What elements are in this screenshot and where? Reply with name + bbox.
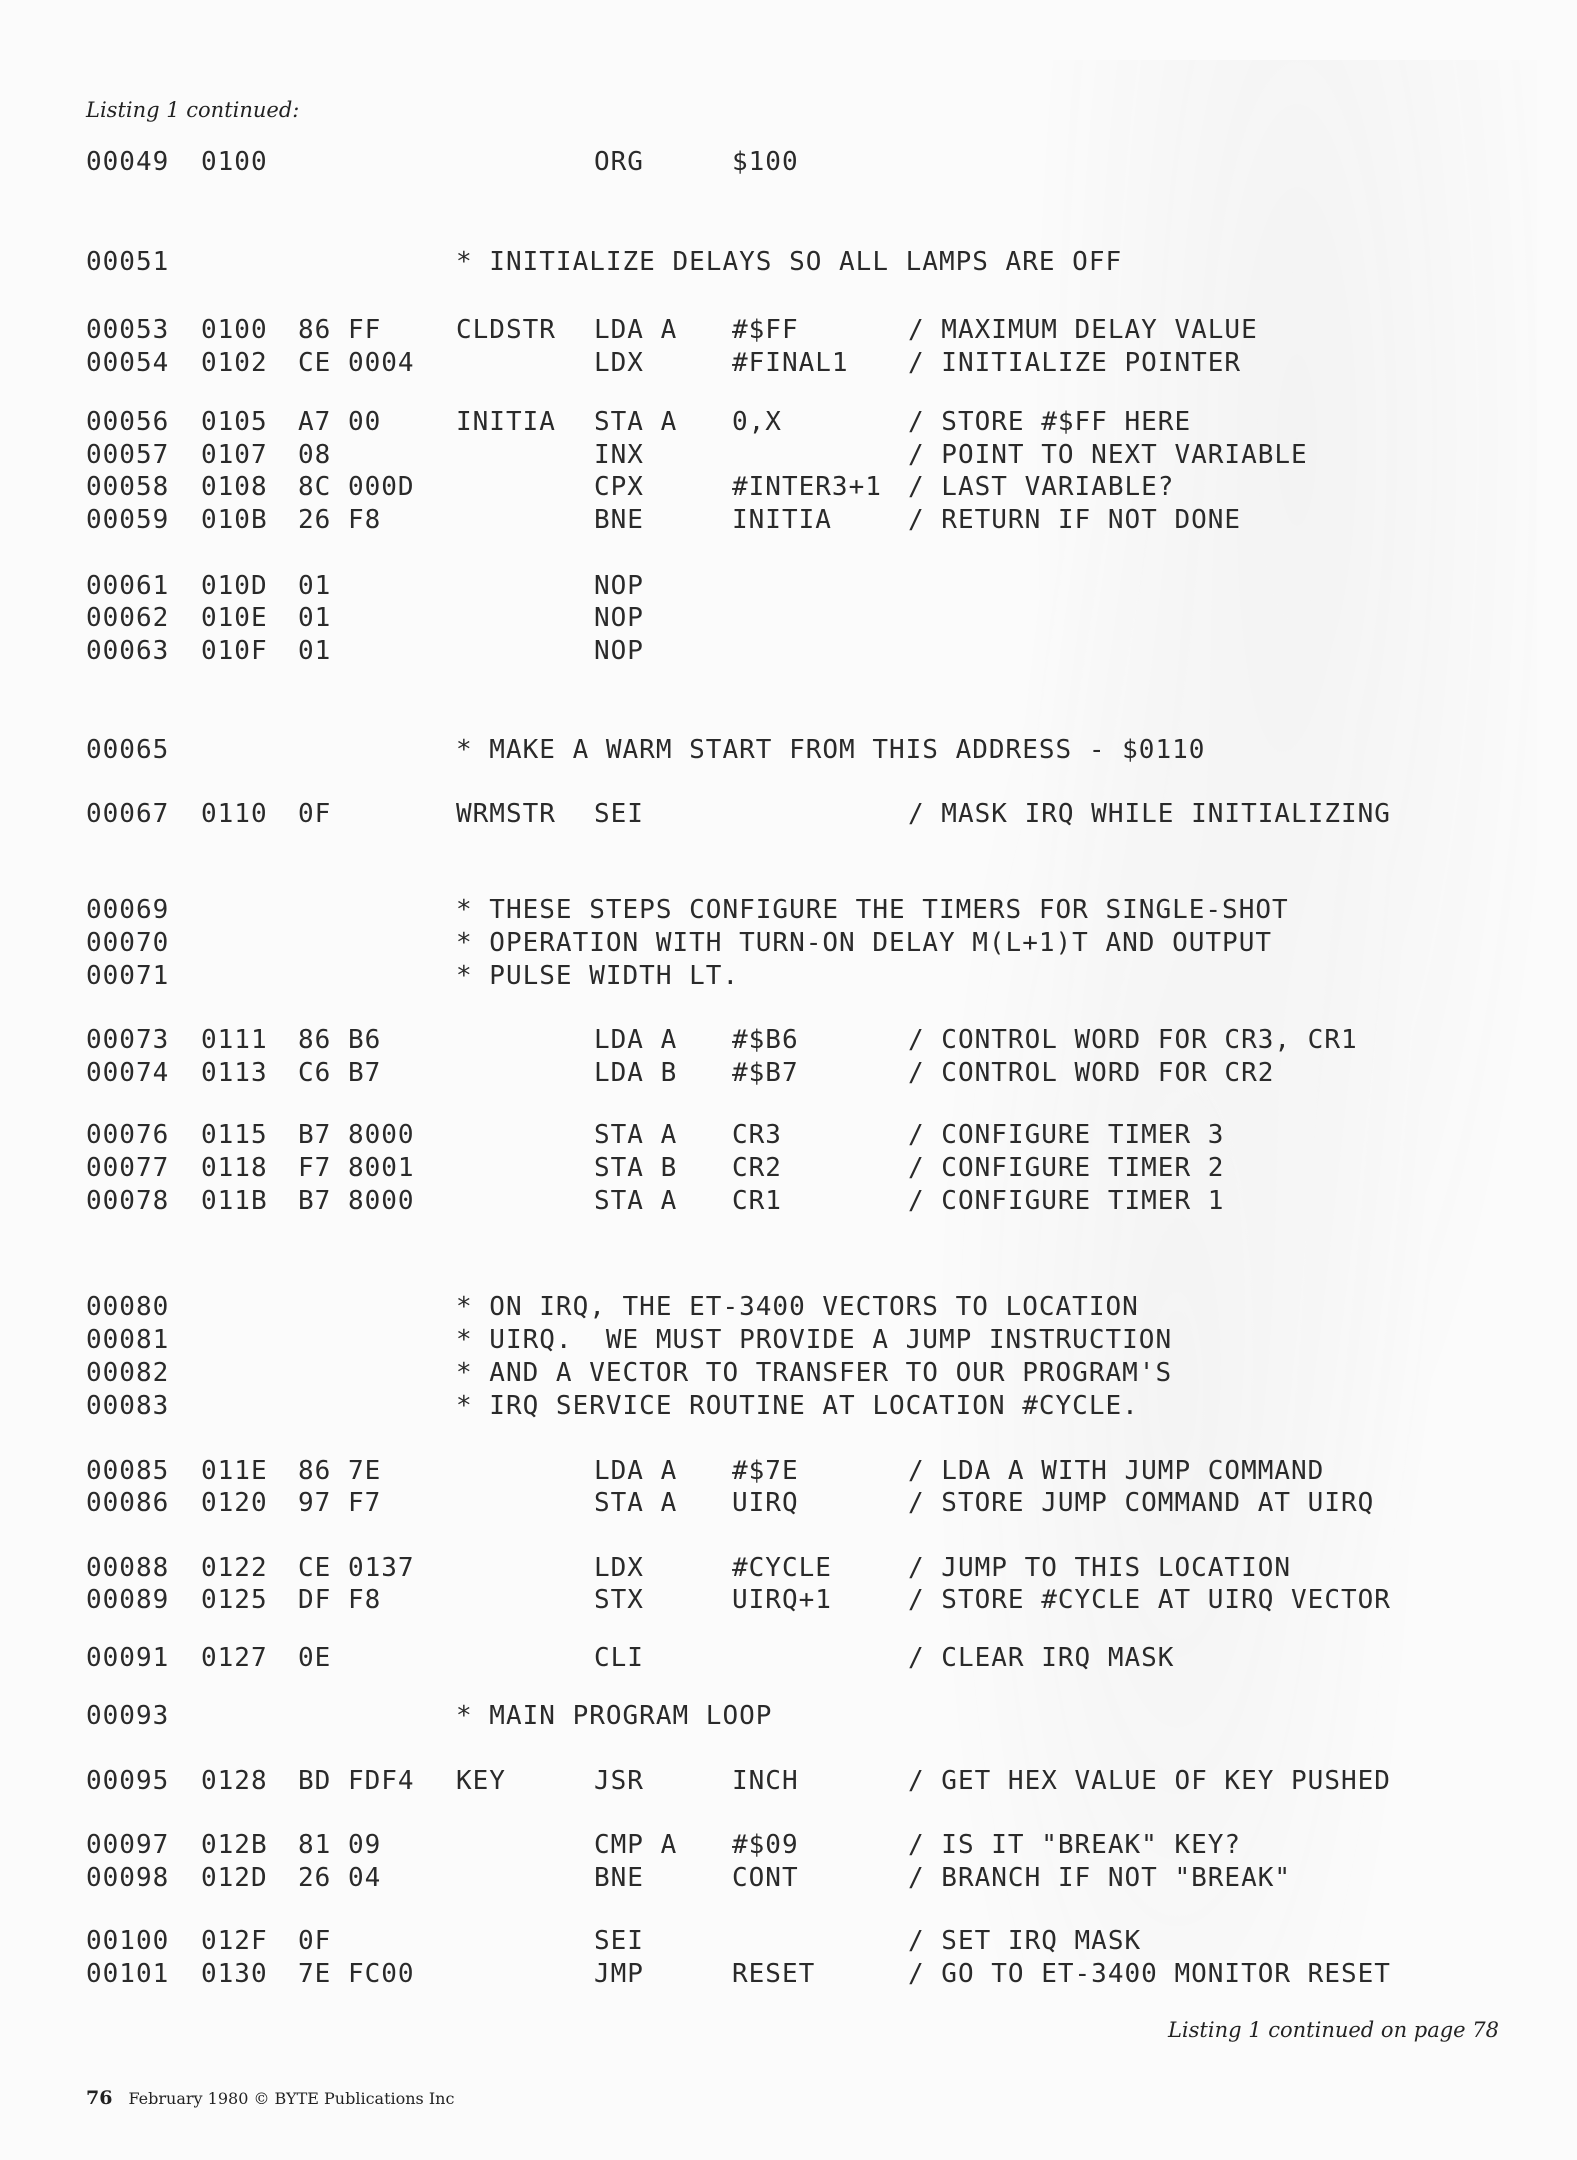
comment: / GO TO ET-3400 MONITOR RESET bbox=[908, 1959, 1391, 1989]
machine-code: 26 F8 bbox=[298, 505, 382, 535]
opcode: BNE bbox=[594, 505, 644, 535]
operand: CR2 bbox=[732, 1153, 782, 1183]
line-number: 00080 bbox=[86, 1292, 170, 1322]
machine-code: 0E bbox=[298, 1643, 332, 1673]
comment: / STORE #CYCLE AT UIRQ VECTOR bbox=[908, 1585, 1391, 1615]
listing-caption-top: Listing 1 continued: bbox=[86, 98, 300, 122]
opcode: CMP A bbox=[594, 1830, 678, 1860]
address: 0122 bbox=[201, 1553, 268, 1583]
machine-code: CE 0004 bbox=[298, 348, 415, 378]
line-number: 00077 bbox=[86, 1153, 170, 1183]
opcode: NOP bbox=[594, 636, 644, 666]
line-number: 00088 bbox=[86, 1553, 170, 1583]
listing-caption-bottom: Listing 1 continued on page 78 bbox=[1167, 2018, 1499, 2042]
opcode: STA A bbox=[594, 1186, 678, 1216]
page-footer bbox=[86, 2087, 454, 2109]
machine-code: DF F8 bbox=[298, 1585, 382, 1615]
operand: CR3 bbox=[732, 1120, 782, 1150]
opcode: CLI bbox=[594, 1643, 644, 1673]
opcode: LDA A bbox=[594, 1025, 678, 1055]
comment-header: * THESE STEPS CONFIGURE THE TIMERS FOR SINGLE-SHOT bbox=[456, 895, 1289, 925]
machine-code: CE 0137 bbox=[298, 1553, 415, 1583]
address: 012F bbox=[201, 1926, 268, 1956]
comment: / STORE JUMP COMMAND AT UIRQ bbox=[908, 1488, 1375, 1518]
line-number: 00053 bbox=[86, 315, 170, 345]
machine-code: B7 8000 bbox=[298, 1120, 415, 1150]
machine-code: 0F bbox=[298, 799, 332, 829]
operand: RESET bbox=[732, 1959, 816, 1989]
operand: #$09 bbox=[732, 1830, 799, 1860]
comment-header: * IRQ SERVICE ROUTINE AT LOCATION #CYCLE. bbox=[456, 1391, 1139, 1421]
address: 0128 bbox=[201, 1766, 268, 1796]
opcode: STA A bbox=[594, 407, 678, 437]
line-number: 00071 bbox=[86, 961, 170, 991]
line-number: 00086 bbox=[86, 1488, 170, 1518]
line-number: 00081 bbox=[86, 1325, 170, 1355]
label: KEY bbox=[456, 1766, 506, 1796]
opcode: NOP bbox=[594, 603, 644, 633]
operand: UIRQ bbox=[732, 1488, 799, 1518]
line-number: 00062 bbox=[86, 603, 170, 633]
machine-code: 26 04 bbox=[298, 1863, 382, 1893]
address: 011B bbox=[201, 1186, 268, 1216]
operand: #$FF bbox=[732, 315, 799, 345]
opcode: SEI bbox=[594, 1926, 644, 1956]
comment-header: * INITIALIZE DELAYS SO ALL LAMPS ARE OFF bbox=[456, 247, 1123, 277]
address: 0100 bbox=[201, 315, 268, 345]
line-number: 00051 bbox=[86, 247, 170, 277]
address: 0118 bbox=[201, 1153, 268, 1183]
line-number: 00095 bbox=[86, 1766, 170, 1796]
line-number: 00097 bbox=[86, 1830, 170, 1860]
operand: #INTER3+1 bbox=[732, 472, 882, 502]
comment-header: * ON IRQ, THE ET-3400 VECTORS TO LOCATION bbox=[456, 1292, 1139, 1322]
operand: #CYCLE bbox=[732, 1553, 832, 1583]
machine-code: 01 bbox=[298, 636, 332, 666]
machine-code: A7 00 bbox=[298, 407, 382, 437]
opcode: INX bbox=[594, 440, 644, 470]
comment: / CONFIGURE TIMER 1 bbox=[908, 1186, 1225, 1216]
label: INITIA bbox=[456, 407, 556, 437]
line-number: 00058 bbox=[86, 472, 170, 502]
address: 010E bbox=[201, 603, 268, 633]
opcode: STA A bbox=[594, 1120, 678, 1150]
address: 0125 bbox=[201, 1585, 268, 1615]
machine-code: F7 8001 bbox=[298, 1153, 415, 1183]
operand: CR1 bbox=[732, 1186, 782, 1216]
address: 010D bbox=[201, 571, 268, 601]
page-number: 76 bbox=[86, 2087, 113, 2109]
address: 011E bbox=[201, 1456, 268, 1486]
comment: / IS IT "BREAK" KEY? bbox=[908, 1830, 1242, 1860]
machine-code: C6 B7 bbox=[298, 1058, 382, 1088]
opcode: STA B bbox=[594, 1153, 678, 1183]
comment: / CLEAR IRQ MASK bbox=[908, 1643, 1175, 1673]
line-number: 00049 bbox=[86, 147, 170, 177]
machine-code: 08 bbox=[298, 440, 332, 470]
address: 0108 bbox=[201, 472, 268, 502]
comment: / LDA A WITH JUMP COMMAND bbox=[908, 1456, 1325, 1486]
address: 010B bbox=[201, 505, 268, 535]
line-number: 00083 bbox=[86, 1391, 170, 1421]
opcode: STX bbox=[594, 1585, 644, 1615]
publication-line: February 1980 © BYTE Publications Inc bbox=[128, 2089, 455, 2108]
line-number: 00067 bbox=[86, 799, 170, 829]
comment-header: * MAKE A WARM START FROM THIS ADDRESS - $0110 bbox=[456, 735, 1206, 765]
label: CLDSTR bbox=[456, 315, 556, 345]
machine-code: 01 bbox=[298, 603, 332, 633]
line-number: 00056 bbox=[86, 407, 170, 437]
operand: $100 bbox=[732, 147, 799, 177]
comment: / CONTROL WORD FOR CR2 bbox=[908, 1058, 1275, 1088]
line-number: 00061 bbox=[86, 571, 170, 601]
comment: / GET HEX VALUE OF KEY PUSHED bbox=[908, 1766, 1391, 1796]
line-number: 00100 bbox=[86, 1926, 170, 1956]
comment-header: * OPERATION WITH TURN-ON DELAY M(L+1)T AND OUTPUT bbox=[456, 928, 1273, 958]
address: 0110 bbox=[201, 799, 268, 829]
opcode: LDA A bbox=[594, 1456, 678, 1486]
comment-header: * UIRQ. WE MUST PROVIDE A JUMP INSTRUCTION bbox=[456, 1325, 1173, 1355]
operand: #$B6 bbox=[732, 1025, 799, 1055]
machine-code: 86 FF bbox=[298, 315, 382, 345]
comment: / INITIALIZE POINTER bbox=[908, 348, 1242, 378]
line-number: 00054 bbox=[86, 348, 170, 378]
opcode: LDX bbox=[594, 1553, 644, 1583]
address: 0115 bbox=[201, 1120, 268, 1150]
line-number: 00082 bbox=[86, 1358, 170, 1388]
address: 0120 bbox=[201, 1488, 268, 1518]
opcode: JSR bbox=[594, 1766, 644, 1796]
address: 0130 bbox=[201, 1959, 268, 1989]
opcode: LDA B bbox=[594, 1058, 678, 1088]
opcode: STA A bbox=[594, 1488, 678, 1518]
address: 0102 bbox=[201, 348, 268, 378]
opcode: BNE bbox=[594, 1863, 644, 1893]
address: 010F bbox=[201, 636, 268, 666]
opcode: CPX bbox=[594, 472, 644, 502]
line-number: 00065 bbox=[86, 735, 170, 765]
line-number: 00093 bbox=[86, 1701, 170, 1731]
comment: / STORE #$FF HERE bbox=[908, 407, 1192, 437]
comment: / CONTROL WORD FOR CR3, CR1 bbox=[908, 1025, 1358, 1055]
comment: / CONFIGURE TIMER 2 bbox=[908, 1153, 1225, 1183]
comment: / RETURN IF NOT DONE bbox=[908, 505, 1242, 535]
comment: / MAXIMUM DELAY VALUE bbox=[908, 315, 1258, 345]
address: 0111 bbox=[201, 1025, 268, 1055]
address: 0105 bbox=[201, 407, 268, 437]
machine-code: 0F bbox=[298, 1926, 332, 1956]
address: 012D bbox=[201, 1863, 268, 1893]
line-number: 00085 bbox=[86, 1456, 170, 1486]
machine-code: 97 F7 bbox=[298, 1488, 382, 1518]
comment: / SET IRQ MASK bbox=[908, 1926, 1142, 1956]
comment: / BRANCH IF NOT "BREAK" bbox=[908, 1863, 1292, 1893]
address: 0100 bbox=[201, 147, 268, 177]
machine-code: 81 09 bbox=[298, 1830, 382, 1860]
line-number: 00101 bbox=[86, 1959, 170, 1989]
line-number: 00073 bbox=[86, 1025, 170, 1055]
machine-code: 01 bbox=[298, 571, 332, 601]
comment: / MASK IRQ WHILE INITIALIZING bbox=[908, 799, 1391, 829]
operand: #FINAL1 bbox=[732, 348, 849, 378]
address: 0107 bbox=[201, 440, 268, 470]
comment-header: * PULSE WIDTH LT. bbox=[456, 961, 740, 991]
machine-code: 86 7E bbox=[298, 1456, 382, 1486]
line-number: 00098 bbox=[86, 1863, 170, 1893]
comment-header: * AND A VECTOR TO TRANSFER TO OUR PROGRAM'S bbox=[456, 1358, 1173, 1388]
line-number: 00074 bbox=[86, 1058, 170, 1088]
comment: / JUMP TO THIS LOCATION bbox=[908, 1553, 1292, 1583]
line-number: 00078 bbox=[86, 1186, 170, 1216]
line-number: 00063 bbox=[86, 636, 170, 666]
opcode: LDX bbox=[594, 348, 644, 378]
line-number: 00059 bbox=[86, 505, 170, 535]
opcode: SEI bbox=[594, 799, 644, 829]
label: WRMSTR bbox=[456, 799, 556, 829]
line-number: 00069 bbox=[86, 895, 170, 925]
address: 012B bbox=[201, 1830, 268, 1860]
opcode: NOP bbox=[594, 571, 644, 601]
operand: INCH bbox=[732, 1766, 799, 1796]
comment: / POINT TO NEXT VARIABLE bbox=[908, 440, 1308, 470]
line-number: 00091 bbox=[86, 1643, 170, 1673]
address: 0127 bbox=[201, 1643, 268, 1673]
line-number: 00057 bbox=[86, 440, 170, 470]
machine-code: 8C 000D bbox=[298, 472, 415, 502]
address: 0113 bbox=[201, 1058, 268, 1088]
comment: / LAST VARIABLE? bbox=[908, 472, 1175, 502]
operand: #$B7 bbox=[732, 1058, 799, 1088]
opcode: LDA A bbox=[594, 315, 678, 345]
opcode: JMP bbox=[594, 1959, 644, 1989]
machine-code: 86 B6 bbox=[298, 1025, 382, 1055]
assembly-listing bbox=[86, 145, 1506, 2025]
operand: 0,X bbox=[732, 407, 782, 437]
line-number: 00076 bbox=[86, 1120, 170, 1150]
operand: INITIA bbox=[732, 505, 832, 535]
operand: UIRQ+1 bbox=[732, 1585, 832, 1615]
opcode: ORG bbox=[594, 147, 644, 177]
line-number: 00070 bbox=[86, 928, 170, 958]
machine-code: 7E FC00 bbox=[298, 1959, 415, 1989]
operand: #$7E bbox=[732, 1456, 799, 1486]
comment-header: * MAIN PROGRAM LOOP bbox=[456, 1701, 773, 1731]
machine-code: B7 8000 bbox=[298, 1186, 415, 1216]
machine-code: BD FDF4 bbox=[298, 1766, 415, 1796]
line-number: 00089 bbox=[86, 1585, 170, 1615]
comment: / CONFIGURE TIMER 3 bbox=[908, 1120, 1225, 1150]
operand: CONT bbox=[732, 1863, 799, 1893]
